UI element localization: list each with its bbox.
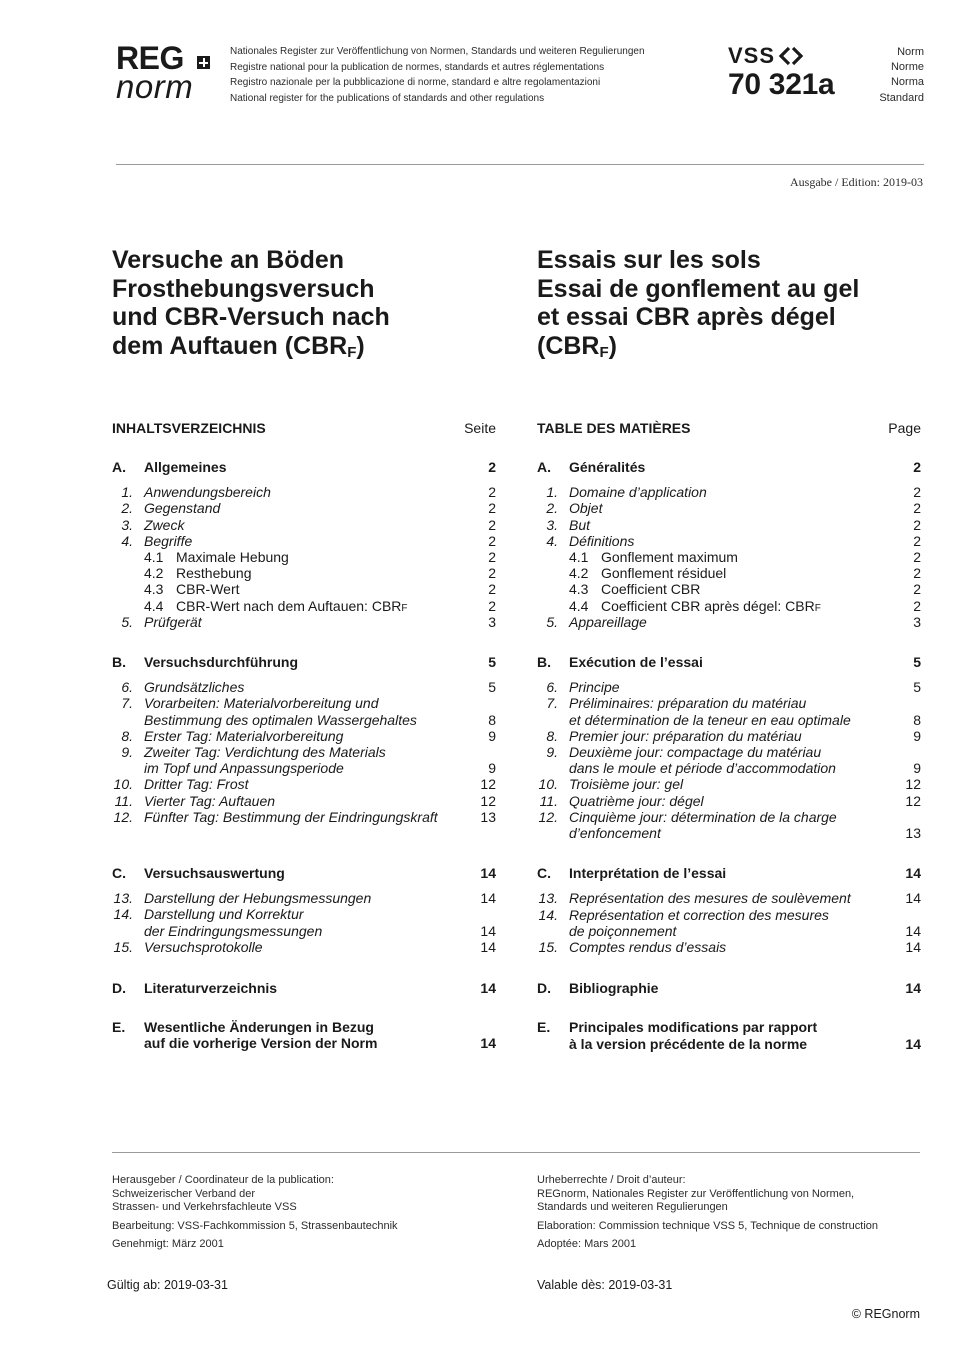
toc-fr-item[interactable]: 5. Appareillage 3 [546,613,921,630]
toc-fr-item[interactable]: 7. Préliminaires: préparation du matériau [546,695,807,712]
toc-fr-subitem[interactable]: 4.1 Gonflement maximum 2 [569,549,921,566]
toc-de-section-b[interactable]: B. Versuchsdurchführung 5 [112,654,496,671]
swiss-cross-icon [197,56,210,69]
logo-norm-text: norm [116,68,194,105]
toc-fr-section-e[interactable]: E. Principales modifications par rapport [537,1019,818,1036]
toc-fr-section-d[interactable]: D. Bibliographie 14 [537,980,921,997]
toc-de-item[interactable]: 4. Begriffe 2 [121,532,496,549]
toc-fr-subitem[interactable]: 4.3 Coefficient CBR 2 [569,581,921,598]
toc-german [112,419,496,1052]
toc-french [537,419,921,1052]
vss-norm-block [728,44,834,102]
footer-publisher [112,1174,512,1257]
title-fr-line-3: et essai CBR après dégel [537,303,836,331]
header-divider [116,164,924,165]
toc-de-header [112,419,496,459]
vss-chevrons-icon [778,45,804,67]
toc-de-item[interactable]: der Eindringungsmessungen 14 [144,922,496,939]
toc-de-subitem[interactable]: 4.3 CBR-Wert 2 [144,581,496,598]
toc-de-item[interactable]: 9. Zweiter Tag: Verdichtung des Materials [121,744,386,761]
copyright-notice: © REGnorm [851,1307,920,1321]
toc-fr-item[interactable]: d’enfoncement 13 [569,825,921,842]
toc-fr-item[interactable]: 12. Cinquième jour: détermination de la charge [538,808,837,825]
valid-from-fr: Valable dès: 2019-03-31 [537,1278,673,1292]
toc-de-item[interactable]: 2. Gegenstand 2 [121,500,496,517]
toc-fr-item[interactable]: et détermination de la teneur en eau optimale 8 [569,711,921,728]
toc-de-item[interactable]: Bestimmung des optimalen Wassergehaltes 8 [144,711,496,728]
toc-fr-item[interactable]: 6. Principe 5 [546,679,921,696]
norm-label-de: Norm [897,46,924,58]
footer-divider [112,1152,920,1153]
toc-de-item[interactable]: 1. Anwendungsbereich 2 [121,484,496,501]
register-line-it: Registro nazionale per la pubblicazione di norme, standard e altre regolamentazioni [230,77,601,88]
toc-de-subitem[interactable]: 4.1 Maximale Hebung 2 [144,549,496,566]
toc-fr-item[interactable]: 8. Premier jour: préparation du matériau 9 [546,727,921,744]
editing-de: Bearbeitung: VSS-Fachkommission 5, Strassenbautechnik [112,1219,398,1232]
toc-fr-heading: TABLE DES MATIÈRES [537,420,691,436]
toc-fr-section-b[interactable]: B. Exécution de l’essai 5 [537,654,921,671]
toc-de-item[interactable]: 3. Zweck 2 [121,516,496,533]
toc-de-item[interactable]: 5. Prüfgerät 3 [121,613,496,630]
norm-label-en: Standard [879,91,924,104]
edition-label: Ausgabe / Edition: 2019-03 [790,175,923,189]
title-de-line-4: dem Auftauen $(CBR_F)$ [112,331,365,361]
logo-reg-text: REG [116,44,216,73]
approved-de: Genehmigt: März 2001 [112,1238,224,1250]
title-german [112,246,502,364]
toc-fr-subitem[interactable]: 4.2 Gonflement résiduel 2 [569,565,921,582]
toc-de-section-e-cont[interactable]: auf die vorherige Version der Norm 14 [144,1035,496,1052]
toc-fr-item[interactable]: 1. Domaine d’application 2 [546,484,921,501]
norm-label-it: Norma [890,76,924,89]
vss-logo [728,44,834,68]
toc-fr-item[interactable]: 14. Représentation et correction des mesures [538,906,829,923]
toc-de-item[interactable]: 7. Vorarbeiten: Materialvorbereitung und [121,695,379,712]
adopted-fr: Adoptée: Mars 2001 [537,1238,637,1250]
toc-fr-page-label: Page [888,420,921,436]
register-description [230,44,645,106]
regnorm-logo [116,40,216,105]
publisher-block: Herausgeber / Coordinateur de la publication: Schweizerischer Verband der Strassen- und Verkehrsfachleute VSS [112,1174,334,1213]
register-line-en: National register for the publications of standards and other regulations [230,92,545,104]
toc-fr-item[interactable]: 9. Deuxième jour: compactage du matériau [546,744,822,761]
toc-de-subitem[interactable]: 4.4 CBR-Wert nach dem Auftauen: CBR F 2 [144,597,496,614]
toc-de-item[interactable]: 12. Fünfter Tag: Bestimmung der Eindringungskraft 13 [113,808,496,825]
register-line-fr: Registre national pour la publication de normes, standards et autres réglementations [230,61,605,73]
title-de-line-2: Frosthebungsversuch [112,274,375,303]
toc-de-item[interactable]: 14. Darstellung und Korrektur [113,906,304,923]
title-de-line-3: und CBR-Versuch nach [112,303,390,331]
toc-de-item[interactable]: 11. Vierter Tag: Auftauen 12 [114,792,496,809]
toc-fr-item[interactable]: 13. Représentation des mesures de soulèvement 14 [538,890,921,907]
toc-fr-section-e-cont[interactable]: à la version précédente de la norme 14 [569,1035,921,1052]
toc-fr-header [537,419,921,459]
title-fr-line-4: $(CBR_F)$ [537,331,617,361]
register-line-de: Nationales Register zur Veröffentlichung von Normen, Standards und weiteren Regulierungen [230,46,645,57]
toc-de-heading: INHALTSVERZEICHNIS [112,420,266,436]
valid-from-de: Gültig ab: 2019-03-31 [107,1278,228,1292]
copyright-block: Urheberrechte / Droit d’auteur: REGnorm, Nationales Register zur Veröffentlichung von Normen, Standards und weiteren Regulierungen [537,1174,855,1213]
toc-fr-subitem[interactable]: 4.4 Coefficient CBR après dégel: CBR F 2 [569,597,921,614]
title-fr-line-2: Essai de gonflement au gel [537,274,860,303]
norm-label-fr: Norme [890,61,924,74]
toc-fr-section-c[interactable]: C. Interprétation de l’essai 14 [537,865,921,882]
toc-de-item[interactable]: 15. Versuchsprotokolle 14 [113,938,496,955]
toc-de-subitem[interactable]: 4.2 Resthebung 2 [144,565,496,582]
norm-number: 70 321a [728,68,835,101]
toc-de-section-d[interactable]: D. Literaturverzeichnis 14 [112,980,496,997]
toc-fr-item[interactable]: 15. Comptes rendus d’essais 14 [538,939,921,956]
toc-fr-item[interactable]: 11. Quatrième jour: dégel 12 [539,792,921,809]
toc-de-section-e[interactable]: E. Wesentliche Änderungen in Bezug [112,1019,374,1036]
toc-de-section-a[interactable]: A. Allgemeines 2 [112,459,496,475]
title-fr-line-1: Essais sur les sols [537,246,761,274]
toc-de-item[interactable]: im Topf und Anpassungsperiode 9 [144,760,496,777]
toc-fr-item[interactable]: de poiçonnement 14 [569,922,921,939]
norm-language-labels [879,45,924,106]
title-french [537,246,927,364]
toc-fr-item[interactable]: dans le moule et période d’accommodation 9 [569,760,921,777]
title-de-line-1: Versuche an Böden [112,246,345,274]
editing-fr: Elaboration: Commission technique VSS 5, Technique de construction [537,1219,878,1232]
toc-de-item[interactable]: 10. Dritter Tag: Frost 12 [113,776,496,793]
toc-de-item[interactable]: 8. Erster Tag: Materialvorbereitung 9 [121,727,496,744]
toc-fr-item[interactable]: 4. Définitions 2 [546,532,921,549]
toc-fr-section-a[interactable]: A. Généralités 2 [537,459,921,475]
toc-de-item[interactable]: 13. Darstellung der Hebungsmessungen 14 [113,890,496,907]
toc-fr-item[interactable]: 10. Troisième jour: gel 12 [538,776,921,793]
toc-de-item[interactable]: 6. Grundsätzliches 5 [121,679,496,696]
toc-fr-item[interactable]: 2. Objet 2 [546,500,921,517]
toc-fr-item[interactable]: 3. But 2 [546,516,921,533]
footer-copyright [537,1174,927,1257]
vss-logo-text: VSS [728,43,776,68]
toc-de-section-c[interactable]: C. Versuchsauswertung 14 [112,865,496,882]
toc-de-page-label: Seite [464,420,496,436]
